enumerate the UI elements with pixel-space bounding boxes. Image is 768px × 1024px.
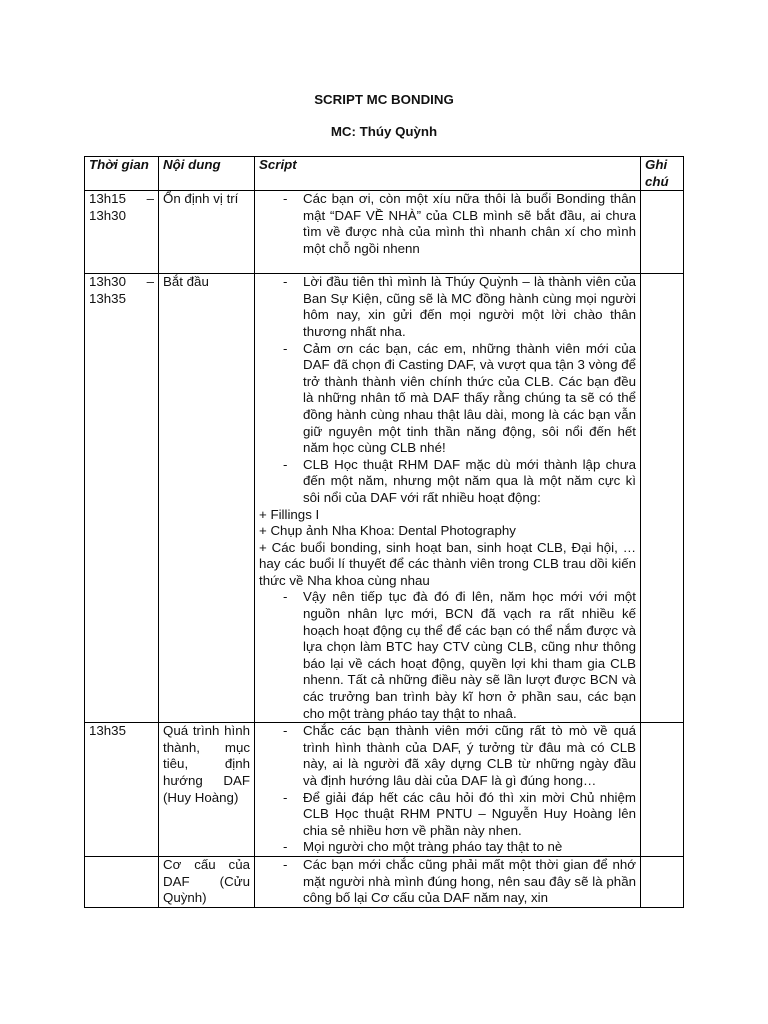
- script-bullet: - Lời đầu tiên thì mình là Thúy Quỳnh – là thành viên của Ban Sự Kiện, cũng sẽ là MC đồng hành cùng mọi người hôm nay, xin gửi đến mọi người một lời chào thân thương nhất nha.: [259, 274, 636, 340]
- time-cell: 13h15 – 13h30: [85, 191, 159, 274]
- header-script: Script: [255, 157, 641, 191]
- script-cell: [255, 856, 641, 907]
- table-row: [85, 723, 684, 857]
- document-title: SCRIPT MC BONDING: [314, 92, 454, 107]
- table-header-row: [85, 157, 684, 191]
- script-bullet: - Các bạn ơi, còn một xíu nữa thôi là buổi Bonding thân mật “DAF VỀ NHÀ” của CLB mình sẽ bắt đầu, ai chưa tìm về được nhà của mình thì nhanh chân xí cho mình một chỗ ngồi nhenn: [259, 191, 636, 257]
- table-row: [85, 856, 684, 907]
- content-cell: Bắt đầu: [159, 274, 255, 723]
- content-cell: Quá trình hình thành, mục tiêu, định hướng DAF (Huy Hoàng): [159, 723, 255, 857]
- table-row: [85, 274, 684, 723]
- activity-item: + Chụp ảnh Nha Khoa: Dental Photography: [259, 523, 516, 539]
- header-time: Thời gian: [85, 157, 159, 191]
- script-bullet: - Vậy nên tiếp tục đà đó đi lên, năm học mới với một nguồn nhân lực mới, BCN đã vạch ra rất nhiều kế hoạch hoạt động cụ thể để các bạn có thể nắm được và lựa chọn làm BTC hay CTV cùng CLB, cũng như thông báo lại về cách hoạt động, quyền lợi khi tham gia CLB nhenn. Tất cả những điều này sẽ lần lượt được BCN và các trưởng ban trình bày kĩ hơn ở phần sau, các bạn cho một tràng pháo tay thật to nhaâ.: [259, 589, 636, 722]
- activity-item: + Fillings I: [259, 506, 320, 522]
- script-cell: [255, 191, 641, 274]
- script-cell: [255, 723, 641, 857]
- table-row: [85, 191, 684, 274]
- notes-cell: [641, 723, 684, 857]
- notes-cell: [641, 856, 684, 907]
- script-bullet: - CLB Học thuật RHM DAF mặc dù mới thành lập chưa đến một năm, nhưng một năm qua là một năm cực kì sôi nổi của DAF với rất nhiều hoạt động:: [259, 457, 636, 507]
- header-notes: Ghi chú: [641, 157, 684, 191]
- script-bullet: - Để giải đáp hết các câu hỏi đó thì xin mời Chủ nhiệm CLB Học thuật RHM PNTU – Nguyễn Huy Hoàng lên chia sẻ nhiều hơn về phần này nhen.: [259, 790, 636, 840]
- time-cell: 13h35: [85, 723, 159, 857]
- header-content: Nội dung: [159, 157, 255, 191]
- script-bullet: - Mọi người cho một tràng pháo tay thật to nè: [259, 839, 636, 856]
- script-bullet: - Cảm ơn các bạn, các em, những thành viên mới của DAF đã chọn đi Casting DAF, và vượt qua tận 3 vòng để trở thành thành viên chính thức của CLB. Các bạn đều là những nhân tố mà DAF thấy rằng chúng ta sẽ có thể đồng hành cùng nhau thật lâu dài, mong là các bạn vẫn giữ nguyên một tinh thần năng động, sôi nổi đến hết năm học cùng CLB nhé!: [259, 341, 636, 457]
- time-cell: [85, 856, 159, 907]
- mc-name: MC: Thúy Quỳnh: [330, 124, 438, 139]
- activity-item: + Các buổi bonding, sinh hoạt ban, sinh hoạt CLB, Đại hội, … hay các buổi lí thuyết để các thành viên trong CLB trau dồi kiến thức về Nha khoa cùng nhau: [259, 539, 636, 588]
- script-cell: [255, 274, 641, 723]
- content-cell: Cơ cấu của DAF (Cửu Quỳnh): [159, 856, 255, 907]
- script-bullet: - Chắc các bạn thành viên mới cũng rất tò mò về quá trình hình thành của DAF, ý tưởng từ đâu mà có CLB này, ai là người đã xây dựng CLB từ những ngày đầu và định hướng lâu dài của DAF là gì đúng hong…: [259, 723, 636, 789]
- script-bullet: - Các bạn mới chắc cũng phải mất một thời gian để nhớ mặt người nhà mình đúng hong, nên sau đây sẽ là phần công bố lại Cơ cấu của DAF năm nay, xin: [259, 857, 636, 907]
- notes-cell: [641, 191, 684, 274]
- content-cell: Ổn định vị trí: [159, 191, 255, 274]
- notes-cell: [641, 274, 684, 723]
- time-cell: 13h30 – 13h35: [85, 274, 159, 723]
- script-table: [84, 156, 684, 908]
